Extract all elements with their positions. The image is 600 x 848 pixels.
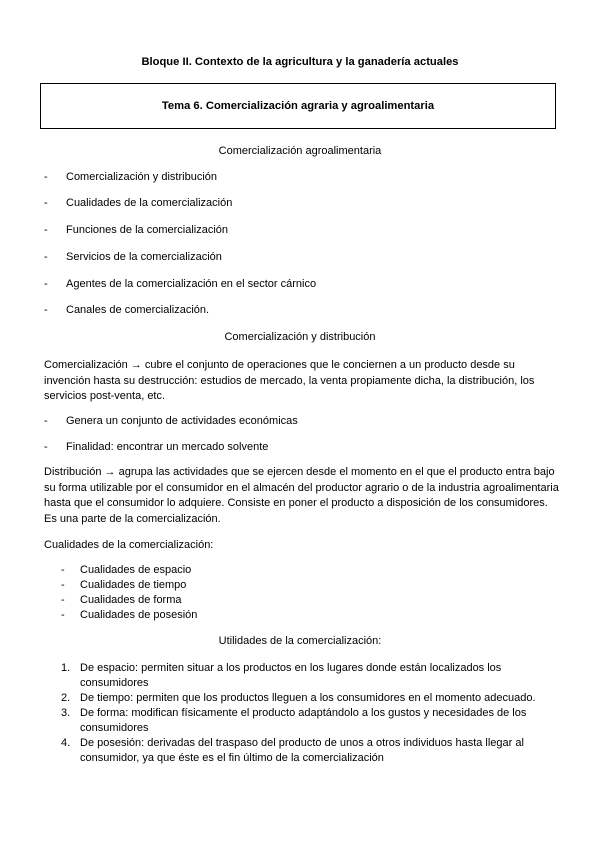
distribucion-paragraph: Distribución → agrupa las actividades que se ejercen desde el momento en el que el producto entra bajo su forma utilizable por el consumidor en el almacén del productor agrario o de la industria agroalimentaria hasta que el consumidor lo adquiere. Consiste en poner el producto a disposición de los consumidores. Es una parte de la comercialización. xyxy=(44,466,559,525)
tema-box xyxy=(40,83,556,129)
dash-marker: - xyxy=(44,251,48,263)
dash-marker: - xyxy=(61,579,65,591)
section1-title: Comercialización agroalimentaria xyxy=(218,145,382,157)
utilidades-title: Utilidades de la comercialización: xyxy=(218,635,382,647)
numbered-item: 3. De forma: modifican físicamente el producto adaptándolo a los gustos y necesidades de los consumidores xyxy=(61,707,527,734)
dash-marker: - xyxy=(44,197,48,209)
dash-marker: - xyxy=(44,441,48,453)
bloque-title: Bloque II. Contexto de la agricultura y la ganadería actuales xyxy=(141,56,459,68)
dash-marker: - xyxy=(44,224,48,236)
comercializacion-paragraph: Comercialización → cubre el conjunto de operaciones que le conciernen a un producto desde su invención hasta su destrucción: estudios de mercado, la venta propiamente dicha, la distribución, los servicios post-venta, etc. xyxy=(44,359,535,403)
numbered-item: 4. De posesión: derivadas del traspaso del producto de unos a otros individuos hasta llegar al consumidor, ya que éste es el fin último de la comercialización xyxy=(61,737,524,764)
document-page: Bloque II. Contexto de la agricultura y la ganadería actuales Tema 6. Comercialización agraria y agroalimentaria Comercialización agroalimentaria - Comercialización y distribución - Cualidades de la comercialización - Funciones de la comercialización - Servicios de la comercialización - Agentes de la comercialización en el sector cárnico - Canales de comercialización. Comercialización y distribución Comercialización → cubre el conjunto de operaciones que le conciernen a un producto desde su invención hasta su destrucción: estudios de mercado, la venta propiamente dicha, la distribución, los servicios post-venta, etc. - Genera un conjunto de actividades económicas - Finalidad: encontrar un mercado solvente Distribución → agrupa las actividades que se ejercen desde el momento en el que el producto entra bajo su forma utilizable por el consumidor en el almacén del productor agrario o de la industria agroalimentaria hasta que el consumidor lo adquiere. Consiste en poner el producto a disposición de los consumidores. Es una parte de la comercialización. Cualidades de la comercialización: - Cualidades de espacio - Cualidades de tiempo - Cualidades de forma - Cualidades de posesión Utilidades de la comercialización: 1. De espacio: permiten situar a los productos en los lugares donde están localizados los consumidores 2. De tiempo: permiten que los productos lleguen a los consumidores en el momento adecuado. 3. De forma: modifican físicamente el producto adaptándolo a los gustos y necesidades de los consumidores 4. De posesión: derivadas del traspaso del producto de unos a otros individuos hasta llegar al consumidor, ya que éste es el fin último de la comercialización xyxy=(0,0,600,848)
section2-title: Comercialización y distribución xyxy=(224,331,376,343)
numbered-item: 2. De tiempo: permiten que los productos lleguen a los consumidores en el momento adecuado. xyxy=(61,692,536,704)
dash-marker: - xyxy=(44,278,48,290)
tema-title: Tema 6. Comercialización agraria y agroalimentaria xyxy=(161,100,435,112)
dash-marker: - xyxy=(44,415,48,427)
dash-marker: - xyxy=(61,609,65,621)
dash-marker: - xyxy=(61,594,65,606)
numbered-item: 1. De espacio: permiten situar a los productos en los lugares donde están localizados los consumidores xyxy=(61,662,502,689)
cualidades-label: Cualidades de la comercialización: xyxy=(44,539,214,551)
dash-marker: - xyxy=(61,564,65,576)
dash-marker: - xyxy=(44,304,48,316)
dash-marker: - xyxy=(44,171,48,183)
